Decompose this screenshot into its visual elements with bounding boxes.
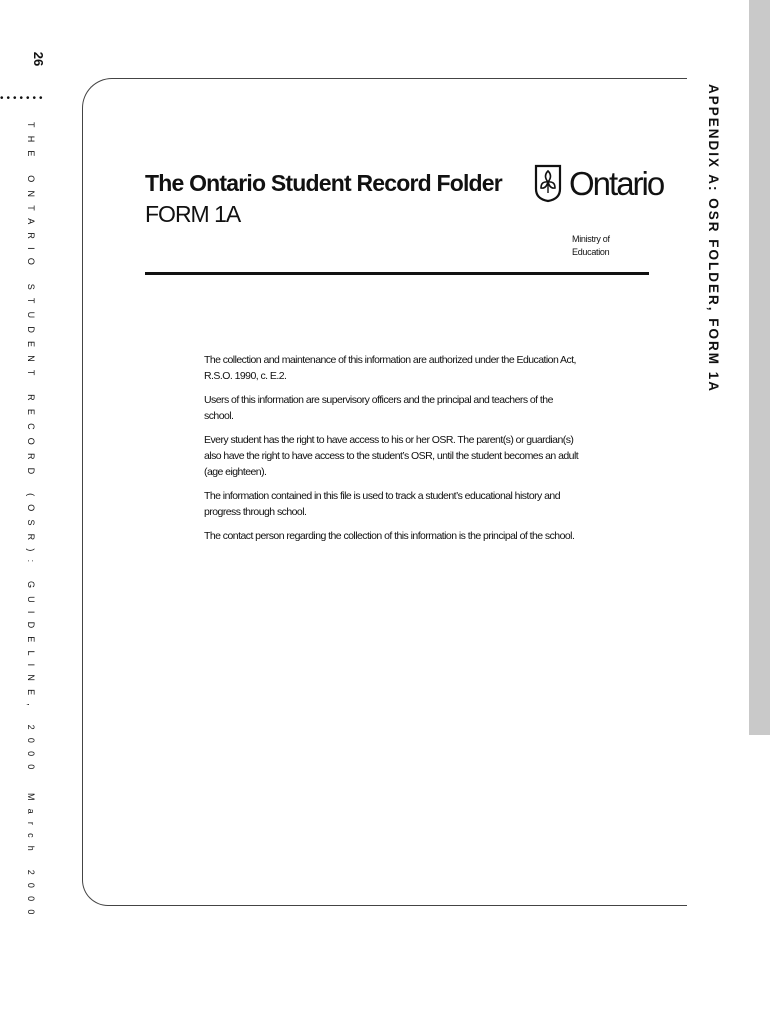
page-number: 26 xyxy=(31,51,46,67)
dot-leader: ••••••• xyxy=(0,93,46,104)
running-title: THE ONTARIO STUDENT RECORD (OSR): GUIDELINE, 2000 xyxy=(26,122,36,778)
form-title: The Ontario Student Record Folder xyxy=(145,170,502,196)
trillium-icon xyxy=(533,163,563,203)
paragraph-contact: The contact person regarding the collection of this information is the principal of the school. xyxy=(204,530,575,542)
paragraph-access: Every student has the right to have access to his or her OSR. The parent(s) or guardian(s) also have the right to have access to the student’s OSR, until the student becomes an adult (age eighteen). xyxy=(204,434,579,478)
ministry-line-1: Ministry of xyxy=(572,234,610,244)
ministry-line-2: Education xyxy=(572,247,610,257)
ministry-label xyxy=(572,233,632,259)
paragraph-purpose: The information contained in this file is used to track a student’s educational history and progress through school. xyxy=(204,490,560,518)
appendix-title: APPENDIX A: OSR FOLDER, FORM 1A xyxy=(706,84,721,394)
title-rule xyxy=(145,272,649,275)
publication-date: March 2000 xyxy=(26,793,36,923)
notice-body xyxy=(204,352,584,552)
paragraph-authority: The collection and maintenance of this information are authorized under the Education Act, R.S.O. 1990, c. E.2. xyxy=(204,354,576,382)
paragraph-users: Users of this information are supervisory officers and the principal and teachers of the school. xyxy=(204,394,553,422)
ontario-wordmark: Ontario xyxy=(569,165,664,202)
form-subtitle: FORM 1A xyxy=(145,201,241,227)
section-tab xyxy=(749,0,770,735)
ontario-logo xyxy=(533,158,664,218)
